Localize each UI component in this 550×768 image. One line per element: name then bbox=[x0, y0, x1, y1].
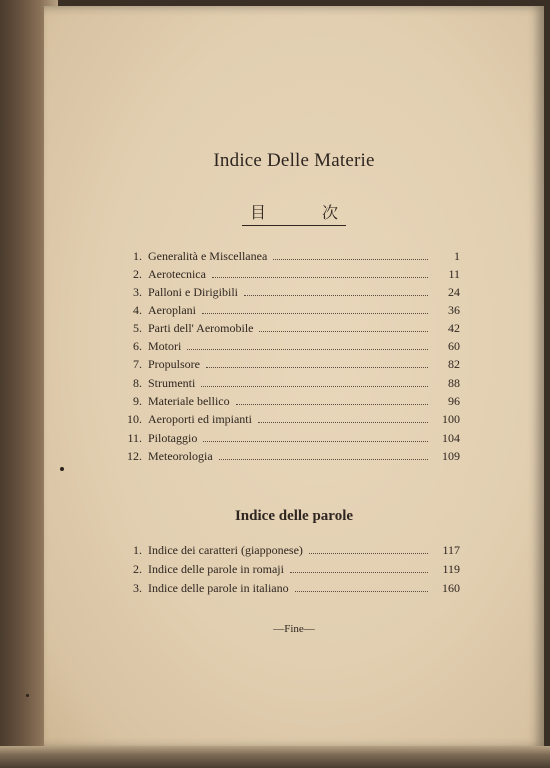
ink-speck bbox=[26, 694, 29, 697]
toc-row bbox=[120, 302, 460, 319]
toc-leader bbox=[206, 357, 428, 368]
toc-label: Strumenti bbox=[148, 376, 196, 390]
toc-page: 88 bbox=[448, 376, 460, 390]
index-label: Indice dei caratteri (giapponese) bbox=[148, 543, 303, 557]
toc-leader bbox=[201, 376, 428, 387]
index-leader bbox=[295, 581, 428, 592]
toc-leader bbox=[258, 412, 428, 423]
toc-row bbox=[120, 266, 460, 283]
toc-num: 6. bbox=[133, 339, 142, 353]
toc-row bbox=[120, 430, 460, 447]
toc-row bbox=[120, 448, 460, 465]
index-num: 1. bbox=[133, 543, 142, 557]
book-page bbox=[44, 6, 544, 748]
toc-num: 1. bbox=[133, 249, 142, 263]
toc-num: 8. bbox=[133, 376, 142, 390]
toc-row bbox=[120, 248, 460, 265]
toc-row bbox=[120, 338, 460, 355]
toc-label: Palloni e Dirigibili bbox=[148, 285, 238, 299]
toc-page: 60 bbox=[448, 339, 460, 353]
fine-label: —Fine— bbox=[273, 623, 315, 635]
toc-leader bbox=[244, 285, 428, 296]
toc-num: 11. bbox=[127, 431, 142, 445]
toc-leader bbox=[212, 267, 428, 278]
toc-num: 9. bbox=[133, 394, 142, 408]
toc-row bbox=[120, 411, 460, 428]
toc-leader bbox=[236, 394, 428, 405]
index-label: Indice delle parole in romaji bbox=[148, 562, 284, 576]
index-subtitle: Indice delle parole bbox=[234, 508, 354, 524]
toc-page: 109 bbox=[442, 449, 460, 463]
toc-row bbox=[120, 393, 460, 410]
toc-num: 7. bbox=[133, 357, 142, 371]
index-row bbox=[120, 580, 460, 597]
index-row bbox=[120, 561, 460, 578]
toc-page: 1 bbox=[454, 249, 460, 263]
toc-page: 36 bbox=[448, 303, 460, 317]
toc-row bbox=[120, 356, 460, 373]
toc-label: Parti dell' Aeromobile bbox=[148, 321, 254, 335]
toc-label: Materiale bellico bbox=[148, 394, 230, 408]
index-page: 119 bbox=[442, 562, 460, 576]
toc-label: Pilotaggio bbox=[148, 431, 198, 445]
toc-row bbox=[120, 375, 460, 392]
kanji-char: 目 bbox=[249, 203, 266, 222]
toc-num: 5. bbox=[133, 321, 142, 335]
toc-leader bbox=[203, 431, 428, 442]
book-bottom-edge bbox=[0, 746, 550, 768]
toc-leader bbox=[187, 339, 428, 350]
index-leader bbox=[309, 543, 428, 554]
kanji-heading-wrap bbox=[44, 204, 544, 226]
toc-label: Aeroporti ed impianti bbox=[148, 412, 252, 426]
index-leader bbox=[290, 562, 428, 573]
toc-page: 82 bbox=[448, 357, 460, 371]
toc-page: 104 bbox=[442, 431, 460, 445]
toc-num: 12. bbox=[127, 449, 142, 463]
kanji-char: 次 bbox=[321, 203, 338, 222]
toc-page: 11 bbox=[448, 267, 460, 281]
ink-speck bbox=[60, 467, 64, 471]
index-num: 2. bbox=[133, 562, 142, 576]
toc-page: 42 bbox=[448, 321, 460, 335]
toc-page: 100 bbox=[442, 412, 460, 426]
toc-num: 2. bbox=[133, 267, 142, 281]
toc-leader bbox=[219, 449, 428, 460]
toc-page: 24 bbox=[448, 285, 460, 299]
toc-num: 10. bbox=[127, 412, 142, 426]
toc-label: Aeroplani bbox=[148, 303, 196, 317]
toc-label: Generalità e Miscellanea bbox=[148, 249, 268, 263]
index-page: 160 bbox=[442, 581, 460, 595]
toc-row bbox=[120, 320, 460, 337]
index-row bbox=[120, 542, 460, 559]
kanji-heading bbox=[242, 204, 346, 226]
toc-row bbox=[120, 284, 460, 301]
toc-num: 4. bbox=[133, 303, 142, 317]
index-num: 3. bbox=[133, 581, 142, 595]
page-title: Indice Delle Materie bbox=[213, 150, 375, 171]
toc-page: 96 bbox=[448, 394, 460, 408]
toc-label: Propulsore bbox=[148, 357, 200, 371]
index-label: Indice delle parole in italiano bbox=[148, 581, 289, 595]
index-page: 117 bbox=[442, 543, 460, 557]
toc-leader bbox=[273, 249, 428, 260]
toc-leader bbox=[259, 321, 428, 332]
toc-num: 3. bbox=[133, 285, 142, 299]
toc-label: Aerotecnica bbox=[148, 267, 206, 281]
toc-label: Meteorologia bbox=[148, 449, 213, 463]
toc-label: Motori bbox=[148, 339, 182, 353]
toc-leader bbox=[202, 303, 428, 314]
